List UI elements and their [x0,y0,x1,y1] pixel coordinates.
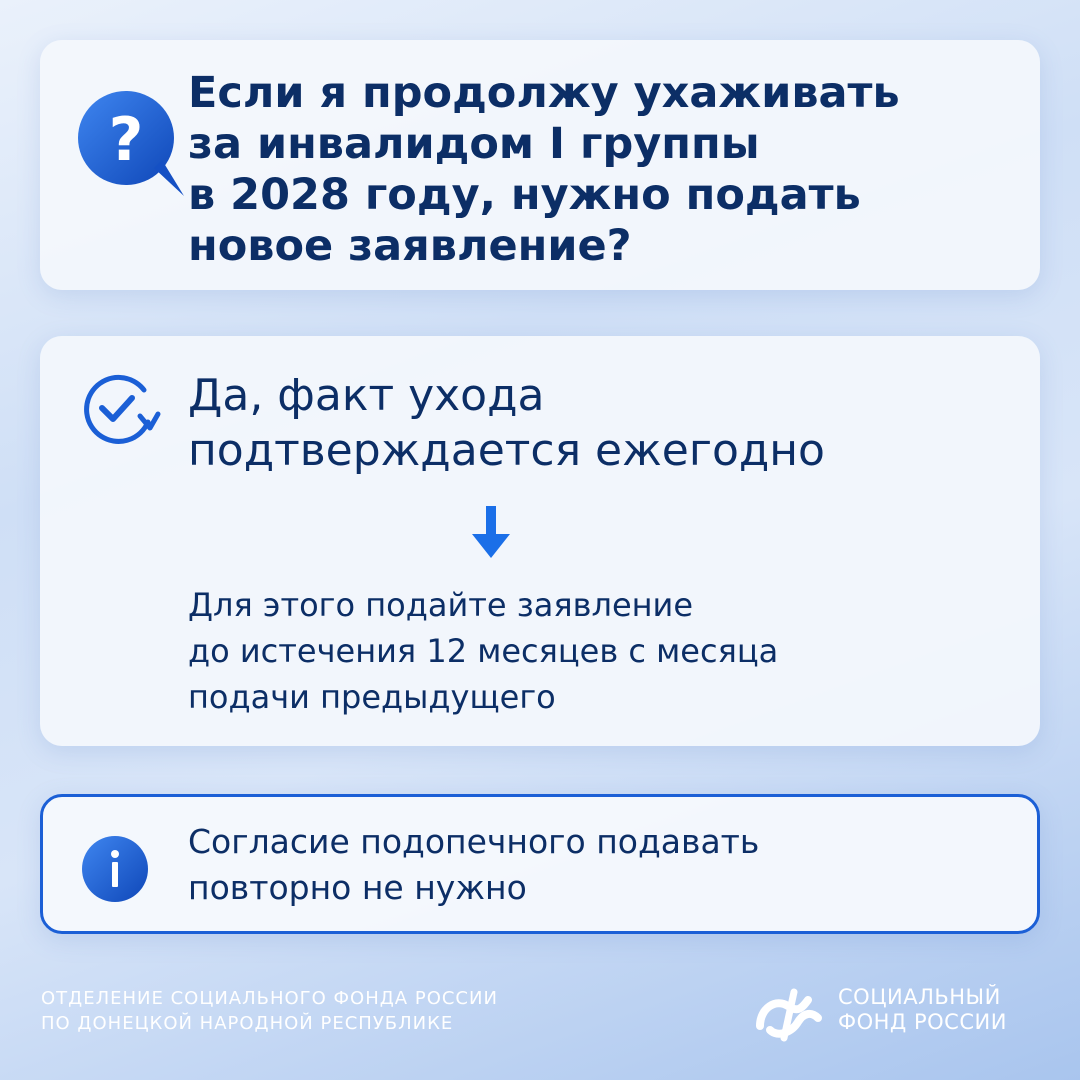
answer-note-line: Для этого подайте заявление [188,586,694,624]
question-bubble-icon [66,80,202,204]
info-line: Согласие подопечного подавать [188,822,760,861]
logo-line: ФОНД РОССИИ [838,1010,1007,1034]
arrow-down-icon [466,504,516,560]
organization-name [41,986,498,1036]
logo-line: СОЦИАЛЬНЫЙ [838,985,1001,1009]
check-cycle-icon [78,370,164,446]
question-line: Если я продолжу ухаживать [188,68,900,118]
info-text [188,819,1018,911]
answer-note-line: до истечения 12 месяцев с месяца [188,632,779,670]
question-text [188,68,1018,272]
question-line: в 2028 году, нужно подать [188,170,861,220]
answer-title [188,368,1018,478]
sfr-logo-icon [754,984,824,1044]
answer-title-line: подтверждается ежегодно [188,425,825,476]
answer-note [188,582,1018,720]
info-icon [81,835,149,903]
organization-line: ПО ДОНЕЦКОЙ НАРОДНОЙ РЕСПУБЛИКЕ [41,1013,454,1034]
logo-text [838,985,1007,1035]
answer-card [40,336,1040,746]
question-line: за инвалидом I группы [188,119,760,169]
info-line: повторно не нужно [188,868,527,907]
answer-title-line: Да, факт ухода [188,370,545,421]
answer-note-line: подачи предыдущего [188,678,556,716]
organization-line: ОТДЕЛЕНИЕ СОЦИАЛЬНОГО ФОНДА РОССИИ [41,988,498,1009]
question-line: новое заявление? [188,221,632,271]
question-card [40,40,1040,290]
info-card [40,794,1040,934]
svg-text:?: ? [108,105,144,175]
